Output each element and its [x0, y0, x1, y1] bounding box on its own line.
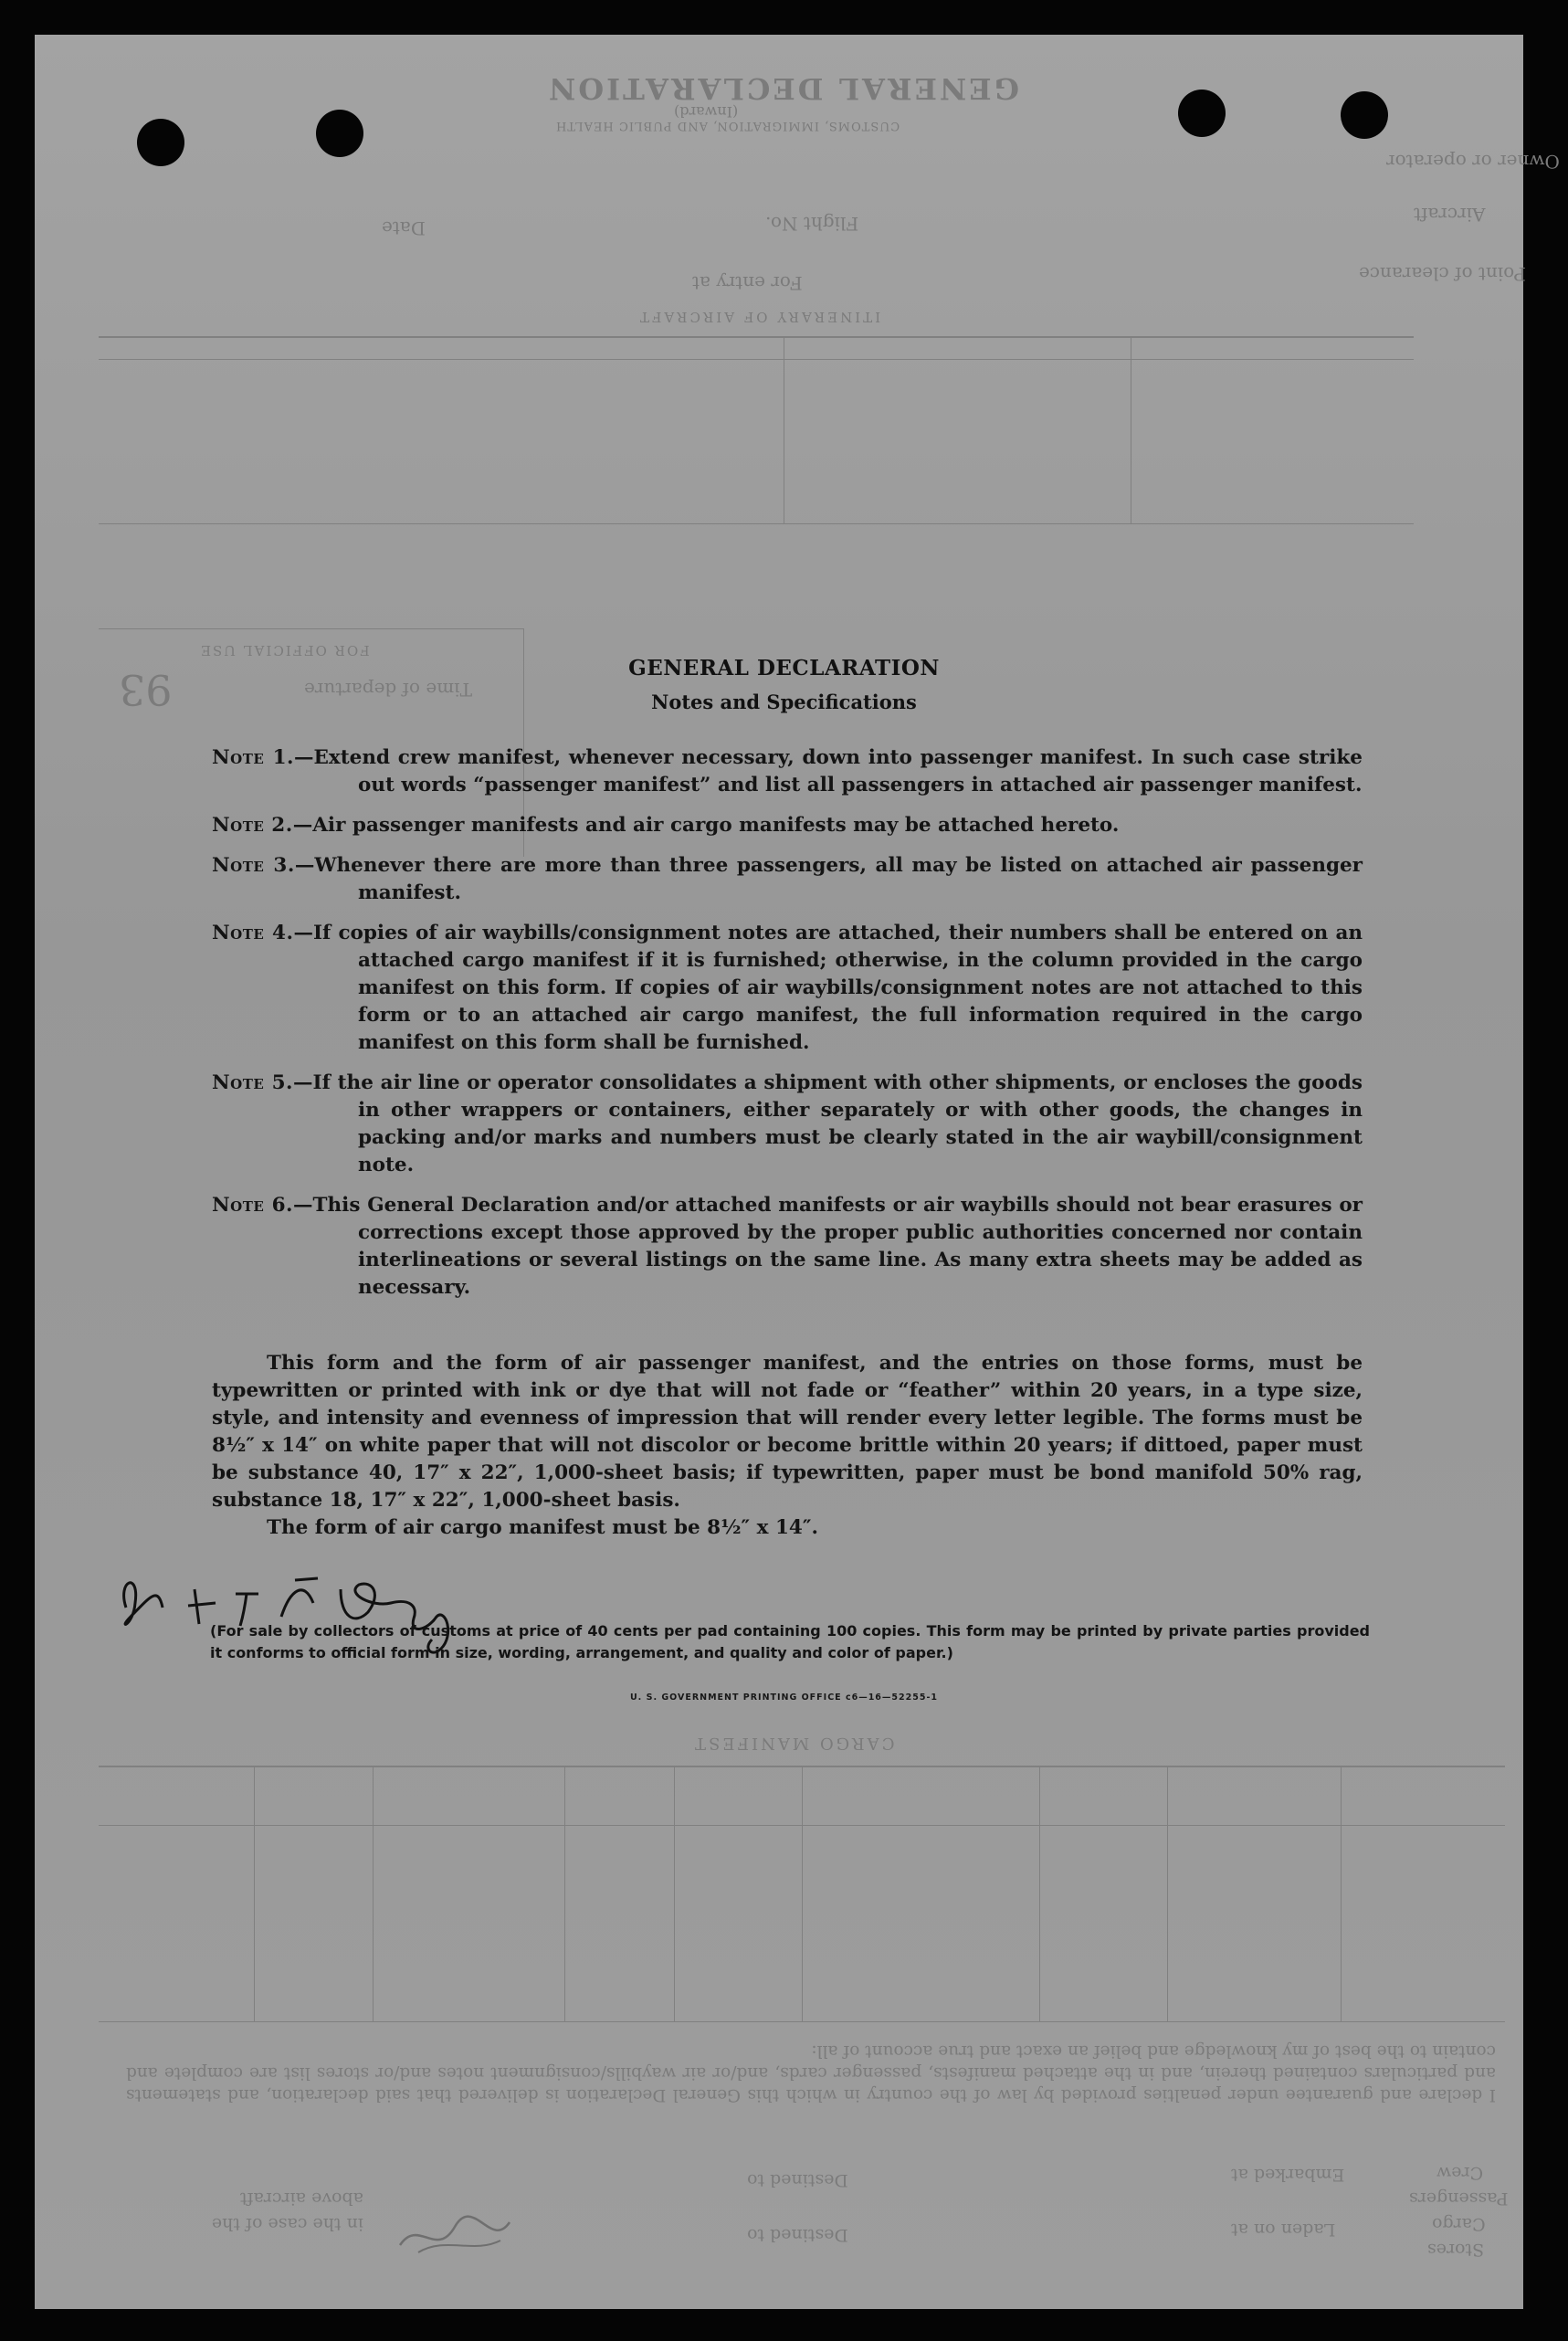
show-through-destined: Destined to: [747, 2225, 848, 2245]
show-through-rule: [99, 2021, 1505, 2022]
show-through-stores: Stores: [1427, 2240, 1485, 2260]
show-through-agencies: CUSTOMS, IMMIGRATION, AND PUBLIC HEALTH: [555, 119, 900, 132]
show-through-stamp: 93: [119, 665, 173, 714]
sale-notice: (For sale by collectors of customs at price of 40 cents per pad containing 100 copies. This form may be printed by private parties provided it conforms to official form in size, wording, arrangement, and quality and color of paper.): [210, 1622, 1370, 1661]
note-text: —Whenever there are more than three passengers, all may be listed on attached air passenger manifest.: [294, 854, 1363, 904]
note-4: [212, 920, 1363, 1057]
note-5: [212, 1070, 1363, 1179]
show-through-cargo: Cargo: [1432, 2214, 1486, 2234]
note-text: —If copies of air waybills/consignment notes are attached, their numbers shall be entered on an attached cargo manifest if it is furnished; otherwise, in the column provided in the cargo manifest on this form. If copies of air waybills/consignment notes are not attached to this form or to an attached air cargo manifest, the full information required in the cargo manifest on this form shall be furnished.: [293, 922, 1363, 1054]
show-through-rule: [254, 1766, 255, 2021]
show-through-passengers: Passengers: [1409, 2188, 1509, 2209]
show-through-case: in the case of the above aircraft: [211, 2188, 363, 2234]
show-through-rule: [99, 628, 523, 629]
show-through-clearance: Point of clearance: [1359, 263, 1526, 285]
note-label: Note 1.: [212, 746, 295, 769]
show-through-aircraft: Aircraft: [1414, 204, 1486, 226]
printer-line: U. S. GOVERNMENT PRINTING OFFICE c6—16—52255-1: [629, 1692, 939, 1703]
note-label: Note 2.: [212, 814, 293, 837]
show-through-owner: Owner or operator: [1386, 151, 1560, 173]
punch-hole: [1341, 91, 1388, 139]
punch-hole: [1178, 90, 1226, 137]
show-through-crew: Crew: [1436, 2163, 1484, 2183]
show-through-official-use: FOR OFFICIAL USE: [199, 642, 370, 659]
show-through-rule: [99, 523, 1414, 524]
note-text: —This General Declaration and/or attached manifests or air waybills should not bear erasures or corrections except those approved by the proper public authorities concerned nor contain interlineations or several listings on the same line. As many extra sheets may be added as necessary.: [293, 1194, 1363, 1299]
show-through-destined: Destined to: [747, 2170, 848, 2190]
note-label: Note 4.: [212, 922, 294, 944]
punch-hole: [316, 110, 363, 157]
note-3: [212, 852, 1363, 907]
show-through-embarked: Embarked at: [1231, 2165, 1345, 2185]
note-label: Note 6.: [212, 1194, 294, 1217]
show-through-rule: [99, 359, 1414, 360]
show-through-itinerary: ITINERARY OF AIRCRAFT: [637, 309, 881, 325]
cargo-manifest-size: The form of air cargo manifest must be 8½″ x 14″.: [267, 1516, 818, 1539]
show-through-rule: [802, 1766, 803, 2021]
show-through-rule: [1341, 1766, 1342, 2021]
show-through-rule: [674, 1766, 675, 2021]
note-text: —Air passenger manifests and air cargo manifests may be attached hereto.: [292, 814, 1120, 837]
note-2: [212, 812, 1363, 839]
note-1: [212, 744, 1363, 799]
form-requirements: [212, 1350, 1363, 1542]
show-through-declaration: I declare and guarantee under penalties provided by law of the country in which this General Declaration is delivered that said declaration, and statements and particulars contained therein, and in the attached manifests, passenger cards, and/or air waybills/consignment notes and/or stores list are complete and contain to the best of my knowledge and belief an exact and true account of all:: [126, 2041, 1496, 2104]
show-through-time-departure: Time of departure: [304, 679, 472, 701]
show-through-title: GENERAL DECLARATION: [546, 71, 1019, 106]
punch-hole: [137, 119, 184, 166]
show-through-cargo-manifest: CARGO MANIFEST: [692, 1734, 895, 1753]
show-through-rule: [373, 1766, 374, 2021]
show-through-laden: Laden on at: [1231, 2220, 1336, 2240]
show-through-rule: [564, 1766, 565, 2021]
note-label: Note 3.: [212, 854, 295, 877]
show-through-rule: [1039, 1766, 1040, 2021]
show-through-subtitle: (Inward): [674, 103, 739, 121]
note-6: [212, 1192, 1363, 1302]
show-through-rule: [1167, 1766, 1168, 2021]
declaration-subtitle: Notes and Specifications: [651, 691, 917, 713]
note-label: Note 5.: [212, 1071, 294, 1094]
show-through-flight: Flight No.: [765, 213, 859, 235]
note-text: —If the air line or operator consolidates a shipment with other shipments, or encloses the goods in other wrappers or containers, either separately or with other goods, the changes in packing and/or marks and numbers must be clearly stated in the air waybill/consignment note.: [293, 1071, 1363, 1176]
declaration-title: GENERAL DECLARATION: [628, 656, 940, 680]
show-through-date: Date: [382, 217, 426, 239]
show-through-entry: For entry at: [692, 272, 803, 294]
requirements-paragraph: This form and the form of air passenger manifest, and the entries on those forms, must be typewritten or printed with ink or dye that will not fade or “feather” within 20 years, in a type size, style, and intensity and evenness of impression that will render every letter legible. The forms must be 8½″ x 14″ on white paper that will not discolor or become brittle within 20 years; if dittoed, paper must be substance 40, 17″ x 22″, 1,000-sheet basis; if typewritten, paper must be bond manifold 50% rag, substance 18, 17″ x 22″, 1,000-sheet basis.: [212, 1352, 1363, 1512]
show-through-rule: [99, 336, 1414, 338]
show-through-signature: [391, 2209, 519, 2263]
notes-section: [212, 744, 1363, 1314]
note-text: —Extend crew manifest, whenever necessary, down into passenger manifest. In such case strike out words “passenger manifest” and list all passengers in attached air passenger manifest.: [294, 746, 1363, 796]
